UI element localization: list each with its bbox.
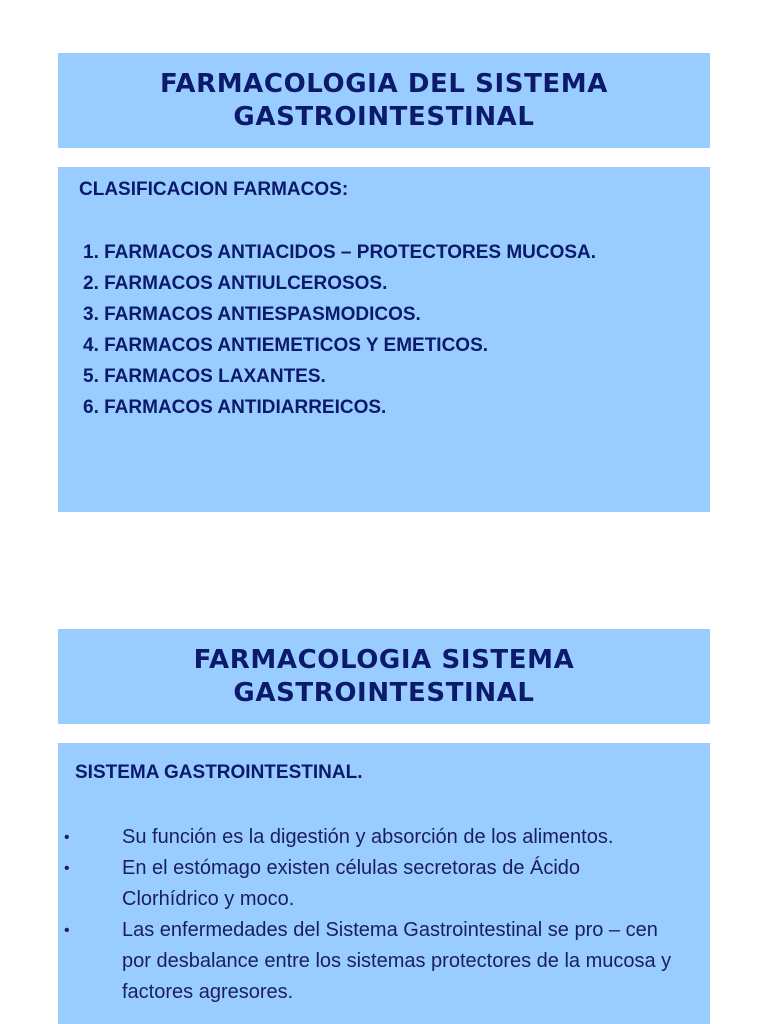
bullet-icon: • [64, 860, 70, 877]
drug-classification-list [83, 237, 596, 423]
slide2-title-line2: GASTROINTESTINAL [233, 677, 535, 708]
list-item: 2. FARMACOS ANTIULCEROSOS. [83, 273, 388, 294]
slide2-heading: SISTEMA GASTROINTESTINAL. [75, 762, 363, 783]
slide1-title-line2: GASTROINTESTINAL [233, 101, 535, 132]
bullet-text: Su función es la digestión y absorción de los alimentos. [122, 826, 614, 848]
bullet-item [58, 915, 682, 1008]
bullet-text: En el estómago existen células secretoras de Ácido Clorhídrico y moco. [122, 857, 581, 910]
slide1-title [160, 68, 608, 134]
slide1-title-box [58, 53, 710, 148]
bullet-list [58, 822, 682, 1008]
list-item: 3. FARMACOS ANTIESPASMODICOS. [83, 304, 421, 325]
list-item: 6. FARMACOS ANTIDIARREICOS. [83, 397, 387, 418]
slide1-heading: CLASIFICACION FARMACOS: [79, 179, 349, 200]
slide2-title-line1: FARMACOLOGIA SISTEMA [193, 644, 575, 675]
list-item: 5. FARMACOS LAXANTES. [83, 366, 326, 387]
list-item: 1. FARMACOS ANTIACIDOS – PROTECTORES MUCOSA. [83, 242, 597, 263]
slide2-title-box [58, 629, 710, 724]
bullet-item [58, 853, 682, 915]
list-item: 4. FARMACOS ANTIEMETICOS Y EMETICOS. [83, 335, 489, 356]
bullet-icon: • [64, 922, 70, 939]
slide2-content-box [58, 743, 710, 1024]
slide1-content-box [58, 167, 710, 512]
bullet-item [58, 822, 682, 853]
slide1-title-line1: FARMACOLOGIA DEL SISTEMA [159, 68, 608, 99]
bullet-text: Las enfermedades del Sistema Gastrointestinal se pro – cen por desbalance entre los sistemas protectores de la mucosa y factores agresores. [122, 919, 672, 1003]
bullet-icon: • [64, 829, 70, 846]
slide2-title [194, 644, 575, 710]
